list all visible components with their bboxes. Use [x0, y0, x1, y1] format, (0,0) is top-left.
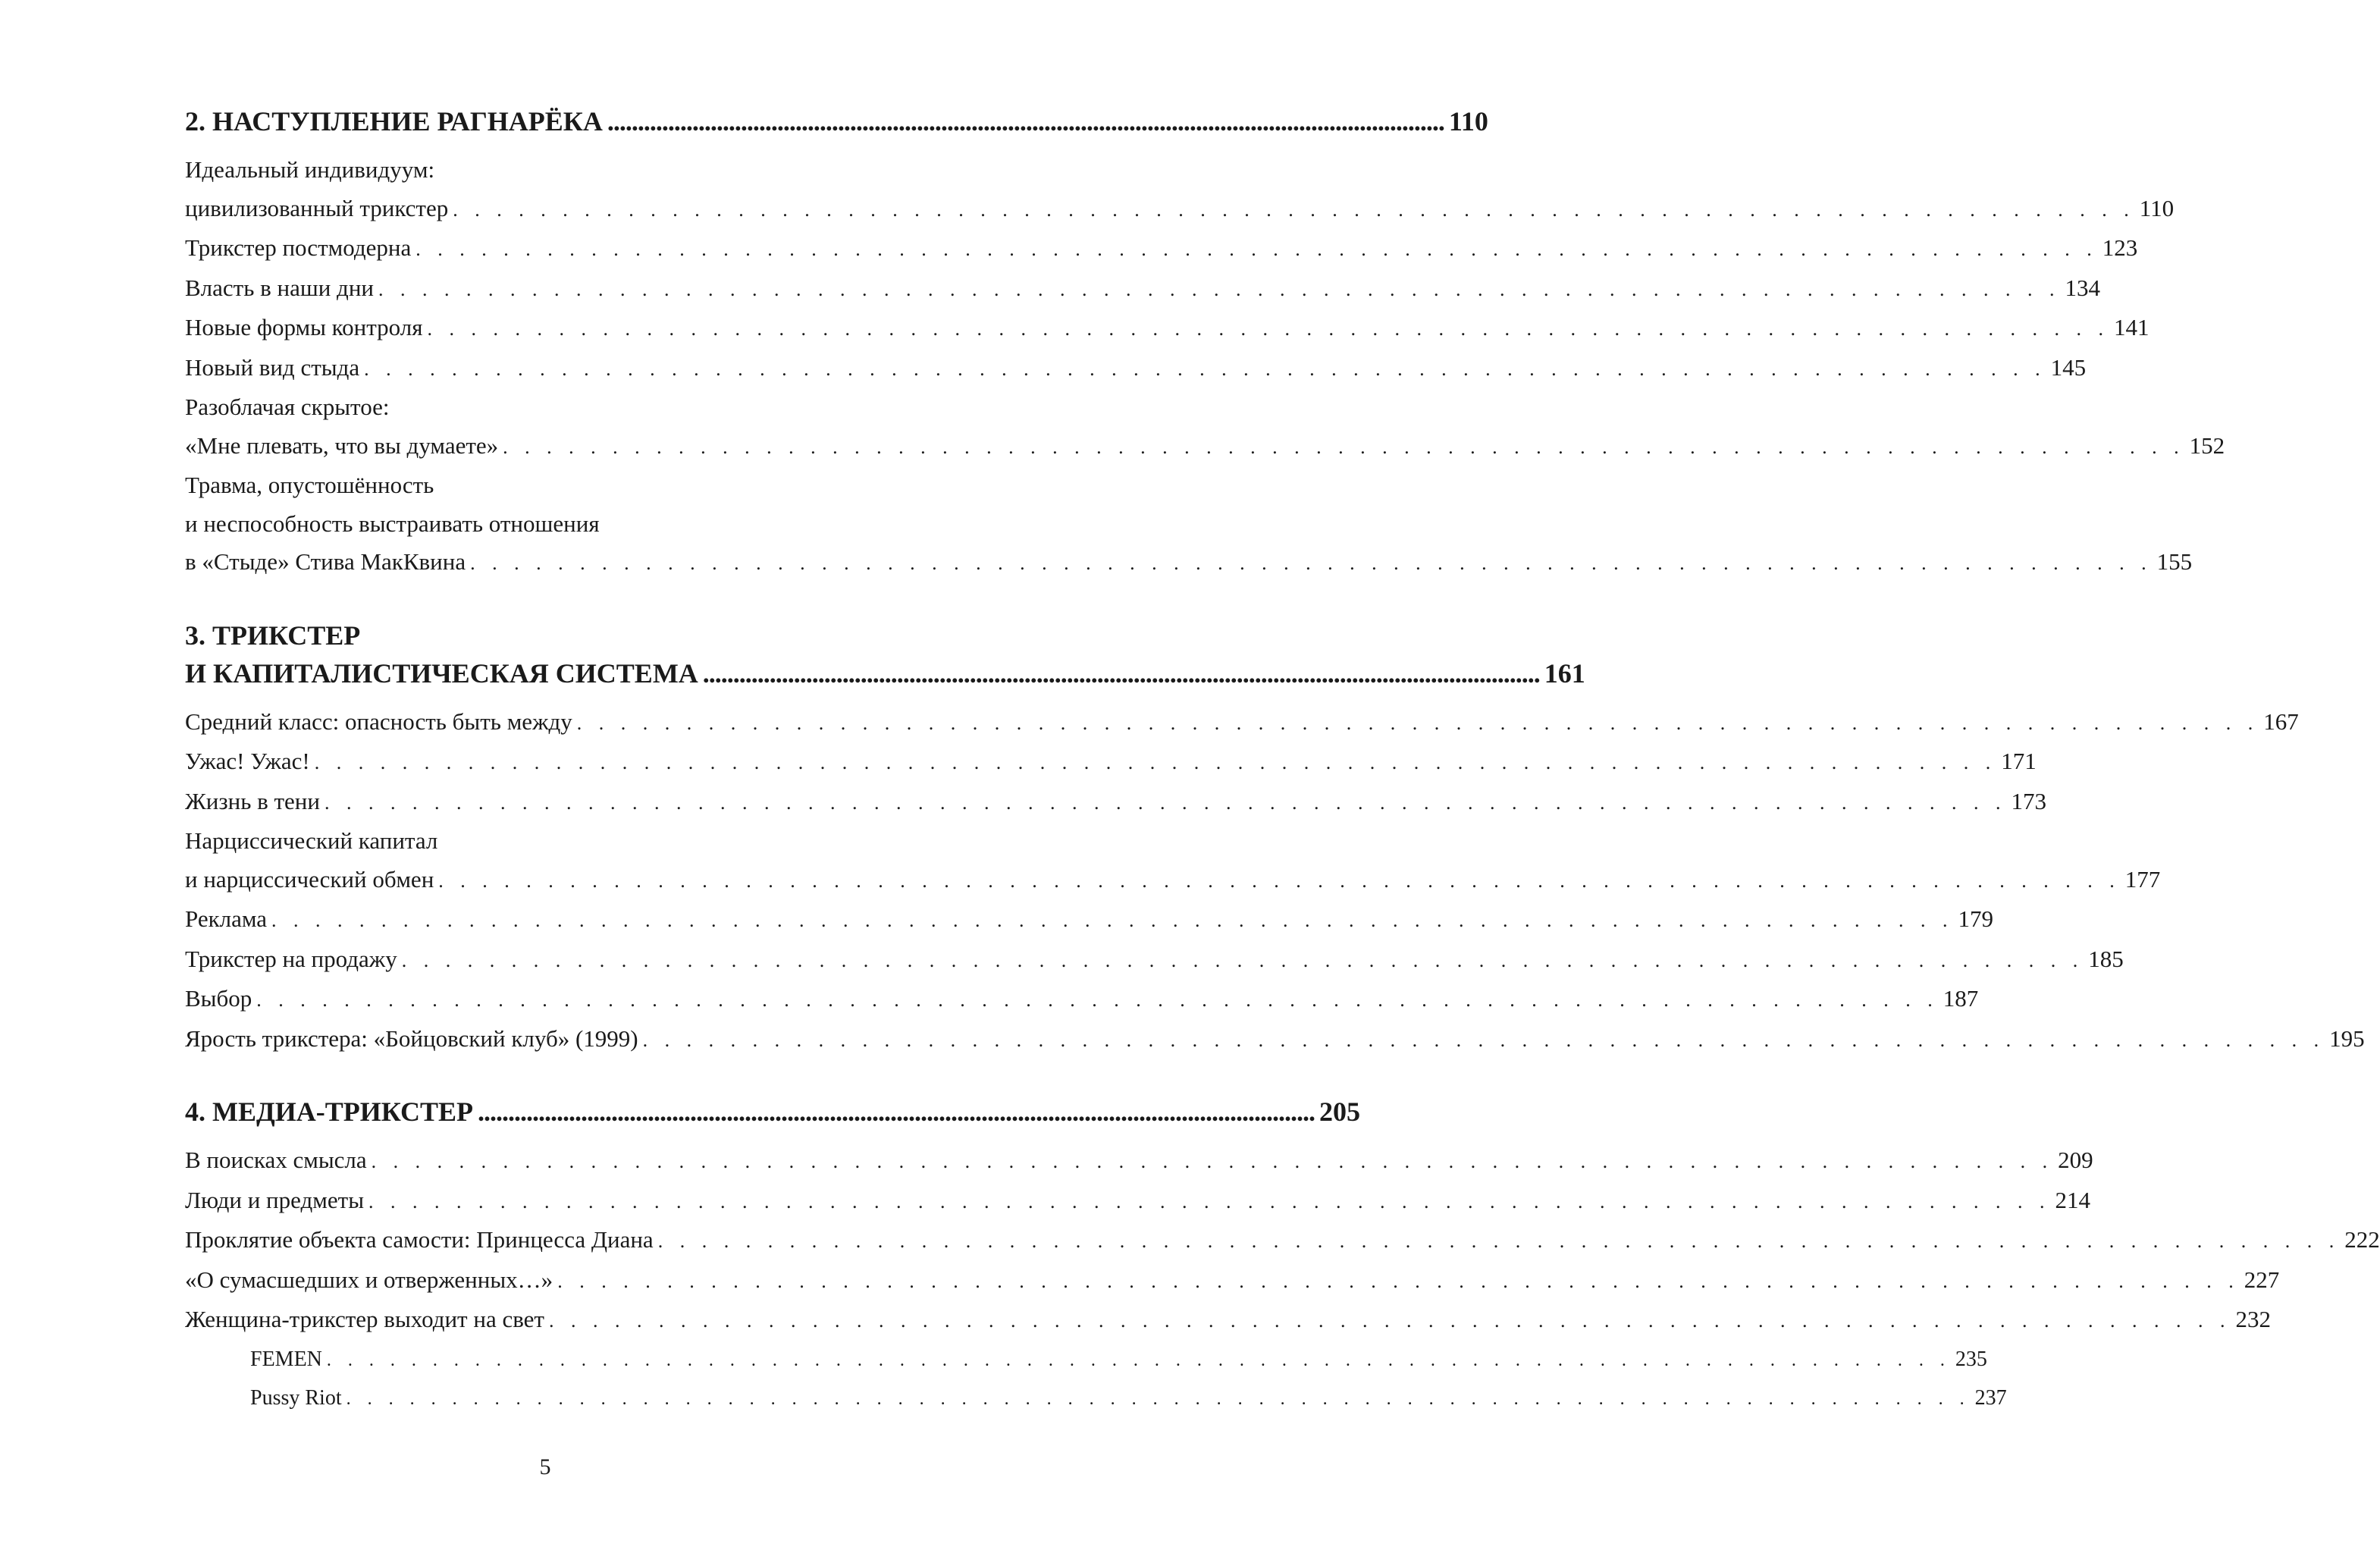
page-number: 5 — [539, 1454, 551, 1479]
entry-title: «Мне плевать, что вы думаете» — [185, 431, 499, 459]
toc-entry — [185, 1141, 2093, 1181]
entry-line — [185, 1261, 2280, 1301]
entry-page-number: 222 — [2344, 1226, 2380, 1253]
entry-line — [185, 190, 2175, 230]
entry-line — [185, 427, 2225, 467]
section-page-number: 110 — [1448, 106, 1488, 136]
section-title: 4. МЕДИА-ТРИКСТЕР — [185, 1097, 473, 1127]
entry-title: Трикстер на продажу — [185, 945, 397, 972]
section-heading — [185, 616, 1585, 692]
section-heading — [185, 1093, 1360, 1131]
entry-title-line: Идеальный индивидуум: — [185, 156, 435, 183]
dot-leader: . . . . . . . . . . . . . . . . . . . . . . . . . . . . . . . . . . . . . . . . . . . . . . . . . . . . . . . . . . . . . . . . . . . . . . . . . . . . . — [548, 1310, 2231, 1332]
entry-line — [185, 703, 2299, 743]
entry-title: Трикстер постмодерна — [185, 234, 412, 261]
toc-entry — [185, 1261, 2280, 1301]
entry-line — [185, 229, 2138, 269]
dot-leader: . . . . . . . . . . . . . . . . . . . . . . . . . . . . . . . . . . . . . . . . . . . . . . . . . . . . . . . . . . . . . . . . . . . . . . . . . . . . . — [326, 1350, 1951, 1370]
toc-entry — [185, 900, 1994, 940]
entry-page-number: 235 — [1955, 1347, 1987, 1371]
entry-page-number: 209 — [2058, 1147, 2093, 1173]
entry-title: Власть в наши дни — [185, 274, 374, 301]
toc-sub-entry — [185, 1341, 1987, 1380]
entry-title: «О сумасшедших и отверженных…» — [185, 1266, 553, 1293]
entry-page-number: 134 — [2065, 274, 2100, 301]
dot-leader: . . . . . . . . . . . . . . . . . . . . . . . . . . . . . . . . . . . . . . . . . . . . . . . . . . . . . . . . . . . . . . . . . . . . . . . . . . . . . — [503, 435, 2185, 458]
dot-leader: . . . . . . . . . . . . . . . . . . . . . . . . . . . . . . . . . . . . . . . . . . . . . . . . . . . . . . . . . . . . . . . . . . . . . . . . . . . . . — [657, 1230, 2341, 1252]
dot-leader: . . . . . . . . . . . . . . . . . . . . . . . . . . . . . . . . . . . . . . . . . . . . . . . . . . . . . . . . . . . . . . . . . . . . . . . . . . . . . — [427, 318, 2109, 340]
toc-entry — [185, 822, 2161, 900]
toc-entry — [185, 742, 2037, 783]
entry-page-number: 141 — [2114, 314, 2150, 340]
entry-title: цивилизованный трикстер — [185, 194, 449, 221]
entry-page-number: 237 — [1974, 1386, 2007, 1410]
entry-line — [185, 1221, 2380, 1261]
entry-page-number: 123 — [2102, 234, 2138, 261]
entry-line — [185, 1020, 2365, 1060]
entry-line — [185, 309, 2150, 349]
toc-entry — [185, 151, 2175, 229]
entry-title: Новые формы контроля — [185, 314, 423, 340]
entry-line — [250, 1379, 2007, 1419]
entry-title-line: Нарциссический капитал — [185, 827, 438, 854]
toc-entry — [185, 783, 2046, 823]
entry-line — [185, 1181, 2091, 1222]
dot-leader: .......................................................................................................................................... — [477, 1097, 1315, 1127]
entry-title: и нарциссический обмен — [185, 865, 434, 893]
section-page-number: 161 — [1544, 657, 1585, 689]
toc-entry — [185, 980, 1979, 1020]
toc-entry — [185, 1300, 2271, 1341]
entry-title-line: и неспособность выстраивать отношения — [185, 510, 600, 537]
dot-leader: . . . . . . . . . . . . . . . . . . . . . . . . . . . . . . . . . . . . . . . . . . . . . . . . . . . . . . . . . . . . . . . . . . . . . . . . . . . . . — [364, 357, 2046, 380]
entry-line — [185, 783, 2046, 823]
entry-line — [185, 269, 2100, 309]
toc-section — [185, 102, 2225, 583]
toc-entry — [185, 940, 2124, 980]
entry-title: Средний класс: опасность быть между — [185, 707, 572, 735]
toc-entry — [185, 703, 2299, 743]
toc-entry — [185, 1020, 2365, 1060]
entry-title: Реклама — [185, 905, 268, 932]
toc-entry — [185, 269, 2100, 309]
entry-page-number: 173 — [2011, 787, 2046, 814]
entry-page-number: 195 — [2329, 1024, 2365, 1052]
dot-leader: . . . . . . . . . . . . . . . . . . . . . . . . . . . . . . . . . . . . . . . . . . . . . . . . . . . . . . . . . . . . . . . . . . . . . . . . . . . . . — [470, 552, 2153, 574]
dot-leader: . . . . . . . . . . . . . . . . . . . . . . . . . . . . . . . . . . . . . . . . . . . . . . . . . . . . . . . . . . . . . . . . . . . . . . . . . . . . . — [438, 869, 2121, 892]
entry-line — [185, 861, 2161, 901]
entry-line — [185, 742, 2037, 783]
toc-entry — [185, 349, 2087, 389]
toc-entry — [185, 466, 2193, 583]
dot-leader: .......................................................................................................................................... — [607, 106, 1444, 136]
toc-entry — [185, 388, 2225, 466]
section-page-number: 205 — [1319, 1097, 1360, 1127]
entry-page-number: 177 — [2124, 865, 2161, 893]
entry-line — [185, 349, 2087, 389]
toc-sub-entry — [185, 1379, 2007, 1419]
section-title: И КАПИТАЛИСТИЧЕСКАЯ СИСТЕМА — [185, 657, 698, 689]
dot-leader: . . . . . . . . . . . . . . . . . . . . . . . . . . . . . . . . . . . . . . . . . . . . . . . . . . . . . . . . . . . . . . . . . . . . . . . . . . . . . — [378, 278, 2061, 300]
entry-title-line: Разоблачая скрытое: — [185, 394, 390, 420]
entry-title: Женщина-трикстер выходит на свет — [185, 1306, 544, 1332]
entry-line — [185, 940, 2124, 980]
toc-entry — [185, 229, 2138, 269]
dot-leader: . . . . . . . . . . . . . . . . . . . . . . . . . . . . . . . . . . . . . . . . . . . . . . . . . . . . . . . . . . . . . . . . . . . . . . . . . . . . . — [576, 711, 2259, 734]
entry-title: В поисках смысла — [185, 1147, 367, 1173]
entry-page-number: 155 — [2156, 548, 2193, 575]
entry-page-number: 179 — [1958, 905, 1994, 932]
entry-page-number: 187 — [1943, 985, 1979, 1012]
entry-line — [185, 900, 1994, 940]
entry-page-number: 145 — [2050, 353, 2087, 381]
dot-leader: . . . . . . . . . . . . . . . . . . . . . . . . . . . . . . . . . . . . . . . . . . . . . . . . . . . . . . . . . . . . . . . . . . . . . . . . . . . . . — [346, 1389, 1971, 1409]
toc-section — [185, 1093, 2380, 1419]
section-title-line: 3. ТРИКСТЕР — [185, 620, 361, 651]
toc-section — [185, 616, 2365, 1060]
entry-page-number: 232 — [2235, 1306, 2271, 1332]
dot-leader: . . . . . . . . . . . . . . . . . . . . . . . . . . . . . . . . . . . . . . . . . . . . . . . . . . . . . . . . . . . . . . . . . . . . . . . . . . . . . — [642, 1028, 2325, 1051]
entry-line — [250, 1341, 1987, 1380]
entry-page-number: 152 — [2189, 431, 2225, 459]
entry-title: Выбор — [185, 985, 252, 1012]
dot-leader: . . . . . . . . . . . . . . . . . . . . . . . . . . . . . . . . . . . . . . . . . . . . . . . . . . . . . . . . . . . . . . . . . . . . . . . . . . . . . — [415, 238, 2098, 260]
toc-entry — [185, 1181, 2091, 1222]
entry-page-number: 167 — [2263, 707, 2299, 735]
entry-line — [185, 1141, 2093, 1181]
dot-leader: . . . . . . . . . . . . . . . . . . . . . . . . . . . . . . . . . . . . . . . . . . . . . . . . . . . . . . . . . . . . . . . . . . . . . . . . . . . . . — [314, 751, 1997, 773]
table-of-contents — [185, 102, 2380, 1452]
dot-leader: .......................................................................................................................................... — [702, 657, 1540, 689]
section-heading — [185, 102, 1488, 140]
entry-title: Жизнь в тени — [185, 787, 320, 814]
section-title: 2. НАСТУПЛЕНИЕ РАГНАРЁКА — [185, 106, 603, 136]
entry-title: Люди и предметы — [185, 1186, 365, 1213]
entry-title: в «Стыде» Стива МакКвина — [185, 548, 466, 575]
section-title-line — [185, 654, 1585, 692]
entry-title: FEMEN — [250, 1347, 322, 1371]
entry-page-number: 110 — [2139, 194, 2175, 221]
entry-line — [185, 980, 1979, 1020]
dot-leader: . . . . . . . . . . . . . . . . . . . . . . . . . . . . . . . . . . . . . . . . . . . . . . . . . . . . . . . . . . . . . . . . . . . . . . . . . . . . . — [557, 1269, 2240, 1292]
dot-leader: . . . . . . . . . . . . . . . . . . . . . . . . . . . . . . . . . . . . . . . . . . . . . . . . . . . . . . . . . . . . . . . . . . . . . . . . . . . . . — [368, 1190, 2051, 1213]
entry-page-number: 185 — [2088, 945, 2124, 972]
entry-title: Проклятие объекта самости: Принцесса Диана — [185, 1226, 654, 1253]
dot-leader: . . . . . . . . . . . . . . . . . . . . . . . . . . . . . . . . . . . . . . . . . . . . . . . . . . . . . . . . . . . . . . . . . . . . . . . . . . . . . — [453, 198, 2135, 221]
entry-title: Ярость трикстера: «Бойцовский клуб» (1999) — [185, 1024, 638, 1052]
dot-leader: . . . . . . . . . . . . . . . . . . . . . . . . . . . . . . . . . . . . . . . . . . . . . . . . . . . . . . . . . . . . . . . . . . . . . . . . . . . . . — [401, 949, 2084, 971]
entry-page-number: 214 — [2055, 1186, 2091, 1213]
dot-leader: . . . . . . . . . . . . . . . . . . . . . . . . . . . . . . . . . . . . . . . . . . . . . . . . . . . . . . . . . . . . . . . . . . . . . . . . . . . . . — [256, 989, 1939, 1011]
dot-leader: . . . . . . . . . . . . . . . . . . . . . . . . . . . . . . . . . . . . . . . . . . . . . . . . . . . . . . . . . . . . . . . . . . . . . . . . . . . . . — [324, 791, 2007, 814]
entry-title: Pussy Riot — [250, 1386, 342, 1410]
entry-title: Новый вид стыда — [185, 353, 360, 381]
entry-page-number: 227 — [2244, 1266, 2280, 1293]
dot-leader: . . . . . . . . . . . . . . . . . . . . . . . . . . . . . . . . . . . . . . . . . . . . . . . . . . . . . . . . . . . . . . . . . . . . . . . . . . . . . — [271, 909, 1954, 931]
section-title-line — [185, 102, 1488, 140]
dot-leader: . . . . . . . . . . . . . . . . . . . . . . . . . . . . . . . . . . . . . . . . . . . . . . . . . . . . . . . . . . . . . . . . . . . . . . . . . . . . . — [371, 1150, 2054, 1172]
toc-entry — [185, 309, 2150, 349]
entry-line — [185, 543, 2193, 583]
entry-line — [185, 1300, 2271, 1341]
entry-page-number: 171 — [2001, 748, 2037, 774]
toc-entry — [185, 1221, 2380, 1261]
entry-title-line: Травма, опустошённость — [185, 472, 434, 498]
section-title-line — [185, 1093, 1360, 1131]
entry-title: Ужас! Ужас! — [185, 748, 310, 774]
